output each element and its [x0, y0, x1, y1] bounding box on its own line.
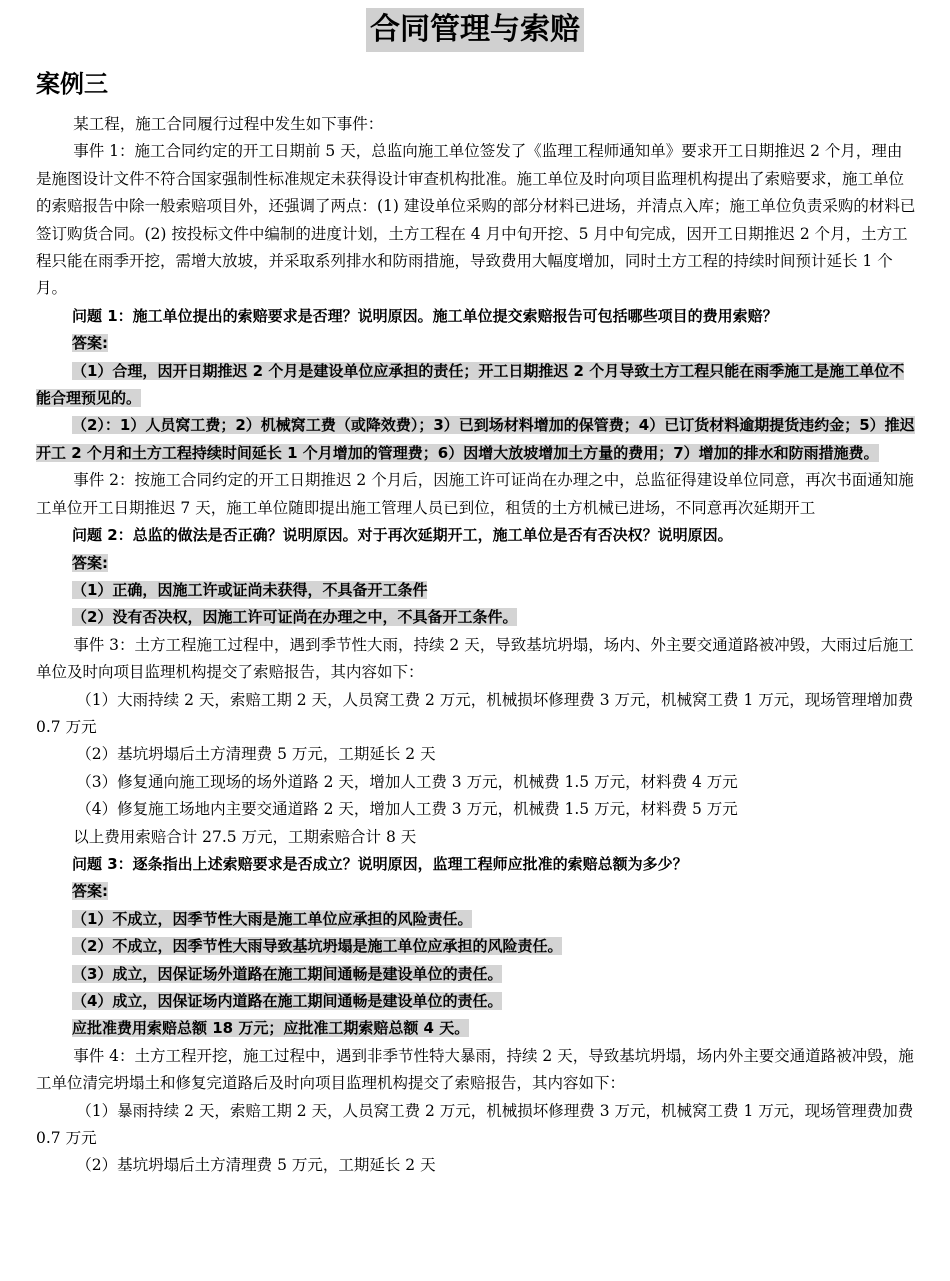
- event-2-paragraph: 事件 2：按施工合同约定的开工日期推迟 2 个月后，因施工许可证尚在办理之中，总监征得建设单位同意，再次书面通知施工单位开工日期推迟 7 天，施工单位随即提出施工管理人员已到位，租赁的土方机械已进场，不同意再次延期开工: [36, 471, 914, 517]
- event-4-item-1: （1）暴雨持续 2 天，索赔工期 2 天，人员窝工费 2 万元，机械损坏修理费 3 万元，机械窝工费 1 万元，现场管理费加费 0.7 万元: [36, 1101, 914, 1148]
- answer-3-part-1-text: （1）不成立，因季节性大雨是施工单位应承担的风险责任。: [72, 909, 473, 928]
- answer-label-text: 答案:: [72, 882, 108, 901]
- answer-1-part-1-text: （1）合理，因开日期推迟 2 个月是建设单位应承担的责任；开工日期推迟 2 个月导致土方工程只能在雨季施工是施工单位不能合理预见的。: [36, 361, 905, 408]
- answer-1-part-2: [36, 412, 916, 467]
- document-title: 合同管理与索赔: [366, 8, 584, 52]
- intro-paragraph: 某工程，施工合同履行过程中发生如下事件：: [73, 115, 384, 133]
- answer-label-1: [36, 330, 916, 357]
- answer-2-part-2-text: （2）没有否决权，因施工许可证尚在办理之中，不具备开工条件。: [72, 608, 518, 627]
- answer-3-total: [36, 1015, 916, 1042]
- answer-1-part-1: [36, 358, 916, 413]
- answer-3-part-2-text: （2）不成立，因季节性大雨导致基坑坍塌是施工单位应承担的风险责任。: [72, 937, 563, 956]
- answer-3-part-2: [36, 933, 916, 960]
- question-1: 问题 1：施工单位提出的索赔要求是否理？说明原因。施工单位提交索赔报告可包括哪些项目的费用索赔？: [72, 306, 778, 325]
- section-heading: 案例三: [36, 70, 108, 98]
- answer-2-part-2: [36, 604, 916, 631]
- answer-1-part-2-text: （2）：1）人员窝工费；2）机械窝工费（或降效费）；3）已到场材料增加的保管费；4）已订货材料逾期提货违约金；5）推迟开工 2 个月和土方工程持续时间延长 1 个月增加的管理费；6）因增大放坡增加土方量的费用；7）增加的排水和防雨措施费。: [36, 416, 915, 462]
- event-4-item-2: （2）基坑坍塌后土方清理费 5 万元，工期延长 2 天: [76, 1156, 436, 1175]
- event-3-paragraph: 事件 3：土方工程施工过程中，遇到季节性大雨，持续 2 天，导致基坑坍塌，场内、外主要交通道路被冲毁，大雨过后施工单位及时向项目监理机构提交了索赔报告，其内容如下：: [36, 635, 914, 682]
- answer-label-text: 答案:: [72, 553, 108, 572]
- answer-label-2: [36, 550, 916, 577]
- document-body: [36, 111, 916, 1180]
- event-3-item-2: （2）基坑坍塌后土方清理费 5 万元，工期延长 2 天: [76, 745, 436, 764]
- question-2: 问题 2：总监的做法是否正确？说明原因。对于再次延期开工，施工单位是否有否决权？说明原因。: [72, 526, 733, 545]
- answer-3-part-4: [36, 988, 916, 1015]
- event-3-item-3: （3）修复通向施工现场的场外道路 2 天，增加人工费 3 万元，机械费 1.5 万元，材料费 4 万元: [76, 772, 738, 791]
- event-3-summary: 以上费用索赔合计 27.5 万元，工期索赔合计 8 天: [73, 827, 417, 846]
- answer-3-part-4-text: （4）成立，因保证场内道路在施工期间通畅是建设单位的责任。: [72, 992, 503, 1010]
- title-bar: [0, 8, 950, 52]
- question-3: 问题 3：逐条指出上述索赔要求是否成立？说明原因，监理工程师应批准的索赔总额为多少？: [72, 854, 688, 873]
- answer-2-part-1-text: （1）正确，因施工许或证尚未获得，不具备开工条件: [72, 580, 428, 599]
- event-4-paragraph: 事件 4：土方工程开挖，施工过程中，遇到非季节性特大暴雨，持续 2 天，导致基坑坍塌，场内外主要交通道路被冲毁，施工单位清完坍塌土和修复完道路后及时向项目监理机构提交了索赔报告，其内容如下：: [36, 1046, 914, 1093]
- event-3-item-1: （1）大雨持续 2 天，索赔工期 2 天，人员窝工费 2 万元，机械损坏修理费 3 万元，机械窝工费 1 万元，现场管理增加费 0.7 万元: [36, 690, 914, 736]
- answer-3-part-1: [36, 906, 916, 933]
- answer-2-part-1: [36, 577, 916, 604]
- event-3-item-4: （4）修复施工场地内主要交通道路 2 天，增加人工费 3 万元，机械费 1.5 万元，材料费 5 万元: [76, 800, 738, 819]
- answer-label-3: [36, 878, 916, 905]
- event-1-paragraph: 事件 1：施工合同约定的开工日期前 5 天，总监向施工单位签发了《监理工程师通知单》要求开工日期推迟 2 个月，理由是施图设计文件不符合国家强制性标准规定未获得设计审查机构批准。施工单位及时向项目监理机构提出了索赔要求，施工单位的索赔报告中除一般索赔项目外，还强调了两点：(1) 建设单位采购的部分材料已进场，并清点入库；施工单位负责采购的材料已签订购货合同。(2) 按投标文件中编制的进度计划，土方工程在 4 月中旬开挖、5 月中旬完成，因开工日期推迟 2 个月，土方工程只能在雨季开挖，需增大放坡，并采取系列排水和防雨措施，导致费用大幅度增加，同时土方工程的持续时间预计延长 1 个月。: [36, 142, 916, 298]
- answer-3-part-3-text: （3）成立，因保证场外道路在施工期间通畅是建设单位的责任。: [72, 964, 503, 983]
- answer-3-part-3: [36, 961, 916, 988]
- answer-3-total-text: 应批准费用索赔总额 18 万元；应批准工期索赔总额 4 天。: [72, 1019, 470, 1038]
- answer-label-text: 答案:: [72, 334, 108, 353]
